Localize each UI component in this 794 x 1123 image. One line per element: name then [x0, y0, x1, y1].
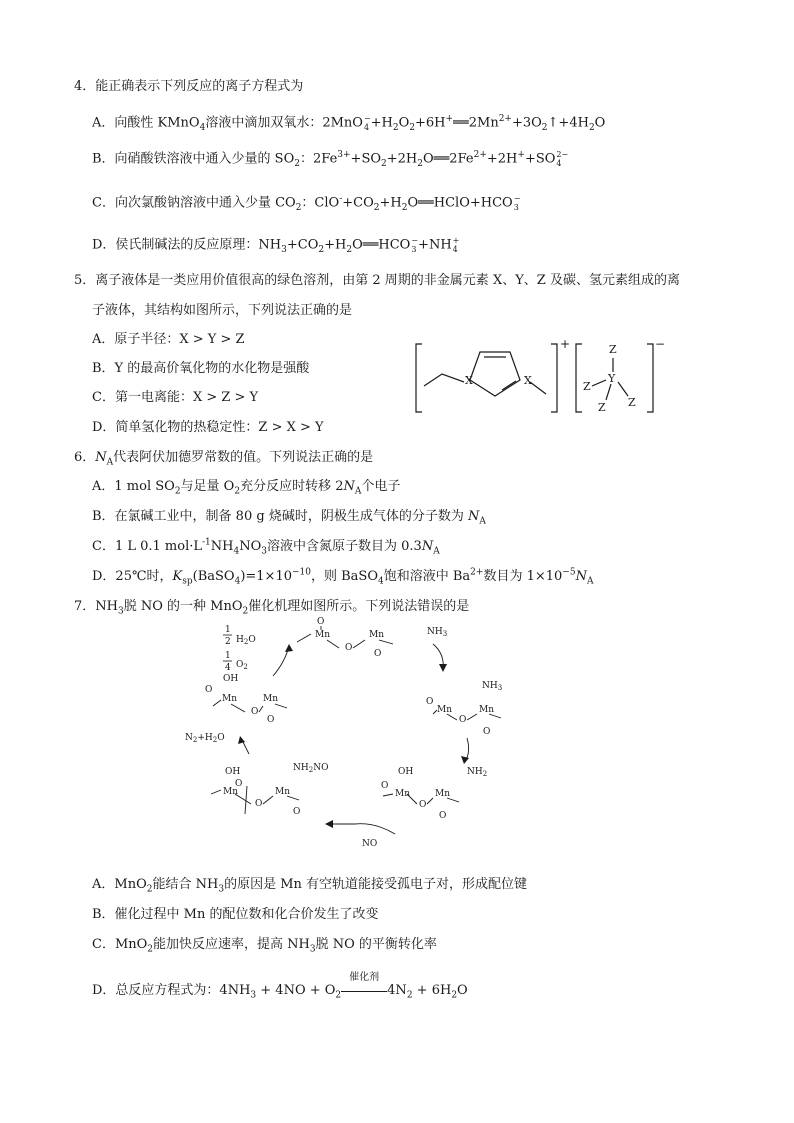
q7-option-b[interactable]: B．催化过程中 Mn 的配位数和化合价发生了改变 — [92, 907, 379, 922]
svg-text:Z: Z — [598, 401, 606, 414]
svg-text:NO: NO — [362, 839, 378, 849]
q6-option-b[interactable]: B．在氯碱工业中，制备 80 g 烧碱时，阴极生成气体的分子数为 $N_A$ — [92, 509, 486, 527]
svg-text:O: O — [255, 799, 263, 809]
svg-text:NH3: $NH_3$ — [482, 681, 503, 692]
svg-text:Mn: Mn — [435, 789, 451, 799]
svg-text:N2+H2O: $N_2+H_2O$ — [185, 733, 225, 744]
svg-text:OH: OH — [225, 767, 241, 777]
svg-text:Mn: Mn — [222, 694, 238, 704]
svg-text:O: O — [205, 685, 213, 695]
svg-text:O: O — [381, 781, 389, 791]
q7-stem: 7．$NH_3$脱 NO 的一种 MnO$_2$催化机理如图所示。下列说法错误的是 — [74, 599, 470, 617]
q7-option-d[interactable]: D．总反应方程式为：$4NH_3 + 4NO + O_2$ 催化剂 $4N_2 + 6H_2O$ — [92, 972, 468, 1001]
svg-text:O: O — [374, 649, 382, 659]
svg-text:O: O — [345, 643, 353, 653]
svg-text:+: + — [560, 337, 571, 351]
q5-stem-line2: 子液体，其结构如图所示，下列说法正确的是 — [92, 303, 353, 318]
svg-text:1: 1 — [225, 651, 231, 661]
q5-stem-line1: 5．离子液体是一类应用价值很高的绿色溶剂，由第 2 周期的非金属元素 X、Y、Z 及碳、氢元素组成的离 — [74, 273, 680, 288]
svg-text:Y: Y — [608, 372, 616, 385]
q5-option-a[interactable]: A．原子半径：X > Y > Z — [92, 332, 245, 347]
svg-text:O: O — [235, 779, 243, 789]
svg-text:O: O — [267, 715, 275, 725]
svg-text:NH2NO: $NH_2NO$ — [293, 763, 329, 774]
q5-option-b[interactable]: B．Y 的最高价氧化物的水化物是强酸 — [92, 361, 310, 376]
svg-text:O: O — [426, 697, 434, 707]
q5-option-c[interactable]: C．第一电离能：X > Z > Y — [92, 390, 259, 405]
svg-text:OH: OH — [223, 674, 239, 684]
svg-text:Mn: Mn — [275, 787, 291, 797]
svg-text:OH: OH — [398, 767, 414, 777]
q4-stem: 4．能正确表示下列反应的离子方程式为 — [74, 79, 304, 94]
q7-option-c[interactable]: C．MnO$_2$能加快反应速率，提高 $NH_3$脱 NO 的平衡转化率 — [92, 937, 437, 955]
svg-text:Mn: Mn — [263, 694, 279, 704]
svg-text:X: X — [524, 374, 532, 387]
svg-text:O: O — [459, 715, 467, 725]
q6-option-a[interactable]: A．1 mol $SO_2$与足量 $O_2$充分反应时转移 $2N_A$个电子 — [92, 479, 401, 497]
svg-text:1: 1 — [225, 625, 231, 635]
svg-text:4: 4 — [225, 663, 231, 673]
svg-text:O: O — [293, 807, 301, 817]
svg-text:2: 2 — [225, 637, 231, 647]
svg-text:O: O — [419, 800, 427, 810]
svg-text:Mn: Mn — [223, 787, 239, 797]
svg-text:O: O — [251, 707, 259, 717]
q4-option-a[interactable]: A．向酸性 KMnO$_4$溶液中滴加双氧水：2MnO − 4 $+H_2O_2+6H^+══2Mn^{2+}+3O_2↑+4H_2O$ — [92, 114, 606, 134]
svg-text:Mn: Mn — [369, 630, 385, 640]
svg-text:Z: Z — [609, 343, 617, 356]
catalyst-arrow: 催化剂 — [341, 982, 387, 1000]
svg-text:O: O — [483, 727, 491, 737]
svg-text:NH2: $NH_2$ — [467, 767, 488, 778]
q4-option-d[interactable]: D．侯氏制碱法的反应原理：$NH_3+CO_2+H_2O══HCO$ − 3 +NH + 4 — [92, 236, 460, 256]
q4-option-c[interactable]: C．向次氯酸钠溶液中通入少量 $CO_2$：$ClO^-+CO_2+H_2O══HClO+HCO$ − 3 — [92, 194, 521, 214]
q4-option-b[interactable]: B．向硝酸铁溶液中通入少量的 $SO_2$：$2Fe^{3+}+SO_2+2H_2O══2Fe^{2+}+2H^++SO$ 2− 4 — [92, 150, 569, 170]
svg-text:NH3: $NH_3$ — [427, 627, 448, 638]
svg-text:Z: Z — [628, 396, 636, 409]
svg-text:−: − — [655, 337, 666, 351]
q5-option-d[interactable]: D．简单氢化物的热稳定性：Z > X > Y — [92, 420, 324, 435]
q7-option-a[interactable]: A．MnO$_2$能结合 $NH_3$的原因是 Mn 有空轨道能接受孤电子对，形成配位键 — [92, 877, 528, 895]
svg-text:H2O: $H_2O$ — [236, 635, 256, 646]
svg-text:Mn: Mn — [315, 630, 331, 640]
svg-text:Mn: Mn — [395, 789, 411, 799]
svg-text:O: O — [317, 617, 325, 627]
svg-text:O: O — [439, 811, 447, 821]
svg-text:Mn: Mn — [479, 705, 495, 715]
catalytic-cycle-diagram — [175, 614, 525, 854]
svg-text:Z: Z — [583, 380, 591, 393]
q6-stem: 6．$N_A$代表阿伏加德罗常数的值。下列说法正确的是 — [74, 450, 374, 468]
svg-text:Mn: Mn — [437, 705, 453, 715]
q6-option-d[interactable]: D．25℃时，$K_{sp}(BaSO_4)=1\times 10^{-10}$，则 BaSO$_4$饱和溶液中 $Ba^{2+}$数目为 $1\times 10^{-5}N_A$ — [92, 567, 594, 587]
q6-option-c[interactable]: C．1 L 0.1 $mol\cdot L^{-1}NH_4NO_3$溶液中含氮原子数目为 $0.3N_A$ — [92, 537, 440, 557]
svg-text:X: X — [465, 374, 473, 387]
ionic-liquid-structure-diagram — [414, 336, 664, 418]
svg-text:O2: $O_2$ — [236, 660, 248, 671]
